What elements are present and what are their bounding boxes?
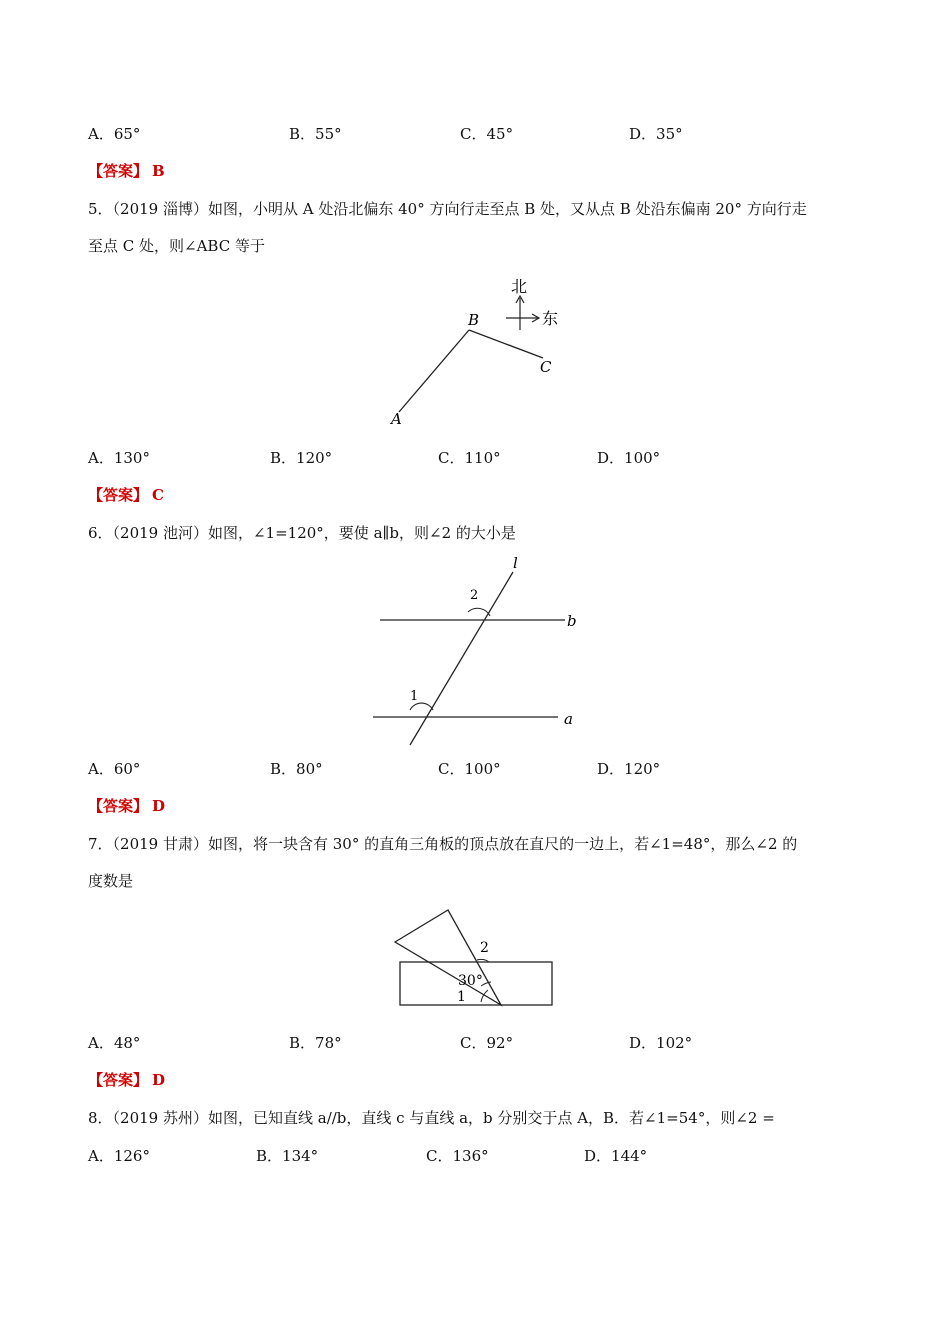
line-a-label: a — [564, 710, 573, 728]
angle-30-label: 30° — [458, 973, 483, 989]
answer-value: D — [152, 1071, 166, 1089]
q4-option-b: B．55° — [289, 125, 342, 143]
answer-label: 【答案】 — [88, 486, 149, 504]
q6-option-d: D．120° — [597, 760, 661, 778]
q7-option-b: B．78° — [289, 1034, 342, 1052]
q6-option-c: C．100° — [438, 760, 501, 778]
angle-2-arc — [468, 608, 490, 616]
line-b-label: b — [567, 612, 577, 630]
q5-option-a: A．130° — [88, 449, 150, 467]
point-a-label: A — [391, 410, 402, 428]
q8-option-c: C．136° — [426, 1147, 489, 1165]
segment-bc — [469, 330, 543, 358]
q6-stem-line1: 6．（2019 池河）如图，∠1=120°，要使 a∥b，则∠2 的大小是 — [88, 524, 516, 542]
q8-option-d: D．144° — [584, 1147, 648, 1165]
q6-option-b: B．80° — [270, 760, 323, 778]
q6-answer — [88, 796, 165, 816]
line-l-label: l — [513, 554, 518, 572]
answer-value: D — [152, 797, 166, 815]
q7-stem-line2: 度数是 — [88, 872, 134, 890]
q5-option-b: B．120° — [270, 449, 333, 467]
segment-ab — [399, 330, 469, 412]
q4-answer — [88, 161, 165, 181]
answer-label: 【答案】 — [88, 162, 149, 180]
q5-figure — [380, 272, 580, 432]
q7-stem-line1: 7．（2019 甘肃）如图，将一块含有 30° 的直角三角板的顶点放在直尺的一边上，若∠1=48°，那么∠2 的 — [88, 835, 798, 853]
q7-option-c: C．92° — [460, 1034, 514, 1052]
q5-option-d: D．100° — [597, 449, 661, 467]
answer-label: 【答案】 — [88, 1071, 149, 1089]
q7-figure — [385, 902, 565, 1014]
q8-option-b: B．134° — [256, 1147, 319, 1165]
point-b-label: B — [468, 311, 480, 329]
answer-value: B — [152, 162, 165, 180]
angle-1-label: 1 — [457, 989, 466, 1005]
angle-1-label: 1 — [410, 689, 419, 704]
answer-value: C — [152, 486, 164, 504]
q8-stem-line1: 8．（2019 苏州）如图，已知直线 a//b，直线 c 与直线 a，b 分别交于点 A，B．若∠1=54°，则∠2 = — [88, 1109, 775, 1127]
point-c-label: C — [540, 358, 552, 376]
q7-option-d: D．102° — [629, 1034, 693, 1052]
q5-answer — [88, 485, 164, 505]
q4-option-c: C．45° — [460, 125, 514, 143]
q7-answer — [88, 1070, 165, 1090]
angle-2-label: 2 — [470, 588, 479, 603]
north-label: 北 — [511, 277, 528, 296]
answer-label: 【答案】 — [88, 797, 149, 815]
q5-stem-line2: 至点 C 处，则∠ABC 等于 — [88, 237, 265, 255]
q4-option-d: D．35° — [629, 125, 683, 143]
q7-option-a: A．48° — [88, 1034, 141, 1052]
east-label: 东 — [542, 309, 559, 328]
q4-option-a: A．65° — [88, 125, 141, 143]
line-l — [410, 572, 513, 745]
q6-option-a: A．60° — [88, 760, 141, 778]
q6-figure — [360, 552, 590, 752]
q5-stem-line1: 5．（2019 淄博）如图，小明从 A 处沿北偏东 40° 方向行走至点 B 处，又从点 B 处沿东偏南 20° 方向行走 — [88, 200, 807, 218]
q8-option-a: A．126° — [88, 1147, 150, 1165]
angle-1-arc — [410, 703, 433, 710]
q5-option-c: C．110° — [438, 449, 501, 467]
triangle — [395, 910, 501, 1005]
angle-2-label: 2 — [480, 940, 489, 956]
